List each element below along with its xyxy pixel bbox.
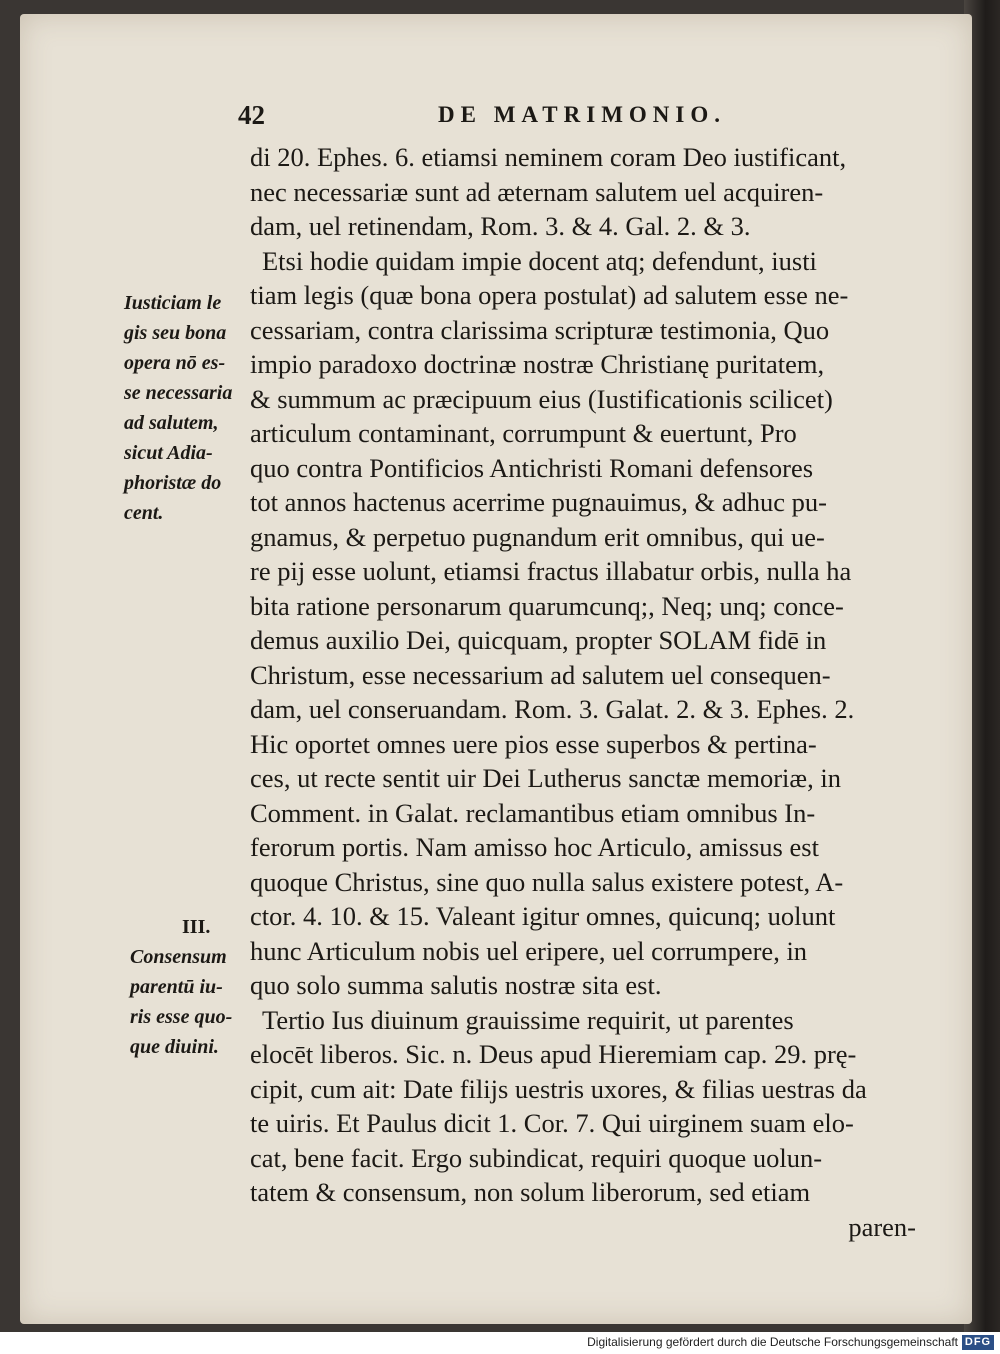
text-line: tatem & consensum, non solum liberorum, sed etiam [250, 1177, 811, 1207]
text-line: cessariam, contra clarissima scripturæ testimonia, Quo [250, 314, 830, 345]
text-line: articulum contaminant, corrumpunt & euertunt, Pro [250, 418, 797, 448]
text-line: nec necessariæ sunt ad æternam salutem uel acquiren- [250, 176, 824, 207]
text-line: impio paradoxo doctrinæ nostræ Christianę puritatem, [250, 349, 825, 379]
text-line: Hic oportet omnes uere pios esse superbos & pertina- [250, 728, 817, 759]
marginal-line: opera nō es- [124, 352, 226, 374]
running-title: DE MATRIMONIO. [438, 102, 727, 127]
text-line: ces, ut recte sentit uir Dei Lutherus sanctæ memoriæ, in [250, 763, 841, 793]
text-line: elocēt liberos. Sic. n. Deus apud Hieremiam cap. 29. prę- [250, 1039, 857, 1069]
text-line: quo solo summa salutis nostræ sita est. [250, 970, 662, 1000]
marginal-line: phoristæ do [124, 472, 222, 494]
marginal-line: ris esse quo- [130, 1006, 233, 1028]
running-head [238, 100, 938, 136]
text-line: te uiris. Et Paulus dicit 1. Cor. 7. Qui uirginem suam elo- [250, 1108, 854, 1138]
marginal-line: que diuini. [130, 1036, 219, 1058]
digitization-credit: Digitalisierung gefördert durch die Deutsche Forschungsgemeinschaft [587, 1335, 958, 1349]
page-number: 42 [238, 100, 265, 130]
text-line: re pij esse uolunt, etiamsi fractus illabatur orbis, nulla ha [250, 556, 852, 586]
marginal-line: Iusticiam le [124, 292, 222, 314]
text-line: dam, uel conseruandam. Rom. 3. Galat. 2. & 3. Ephes. 2. [250, 694, 855, 724]
marginal-note-justification [124, 288, 232, 528]
text-line: Tertio Ius diuinum grauissime requirit, ut parentes [262, 1004, 794, 1035]
text-line: tiam legis (quæ bona opera postulat) ad salutem esse ne- [250, 280, 849, 310]
text-line: cipit, cum ait: Date filijs uestris uxores, & filias uestras da [250, 1073, 867, 1104]
text-line: ferorum portis. Nam amisso hoc Articulo, amissus est [250, 832, 819, 862]
marginal-line: gis seu bona [124, 322, 227, 344]
text-line: Etsi hodie quidam impie docent atq; defendunt, iusti [262, 245, 817, 276]
text-line: quo contra Pontificios Antichristi Romani defensores [250, 452, 814, 483]
footer-bar [0, 1332, 1000, 1354]
dfg-logo: DFG [962, 1335, 994, 1350]
text-line: demus auxilio Dei, quicquam, propter SOLAM fidē in [250, 625, 827, 655]
text-line: bita ratione personarum quarumcunq;, Neq; unq; conce- [250, 590, 844, 621]
text-line: gnamus, & perpetuo pugnandum erit omnibus, qui ue- [250, 521, 825, 552]
text-line: tot annos hactenus acerrime pugnauimus, & adhuc pu- [250, 487, 827, 517]
text-line: quoque Christus, sine quo nulla salus existere potest, A- [250, 866, 844, 897]
marginal-note-consent [130, 912, 232, 1062]
text-line: cat, bene facit. Ergo subindicat, requiri quoque uolun- [250, 1142, 823, 1173]
marginal-line: sicut Adia- [124, 442, 213, 464]
marginal-line: cent. [124, 502, 164, 524]
catchword: paren- [848, 1211, 916, 1242]
text-line: hunc Articulum nobis uel eripere, uel corrumpere, in [250, 935, 808, 966]
marginal-line: ad salutem, [124, 412, 219, 434]
body-text [250, 140, 930, 1244]
text-line: di 20. Ephes. 6. etiamsi neminem coram Deo iustificant, [250, 142, 847, 172]
marginal-line: parentū iu- [130, 976, 223, 998]
marginal-line: se necessaria [124, 382, 233, 404]
text-line: dam, uel retinendam, Rom. 3. & 4. Gal. 2. & 3. [250, 211, 751, 241]
text-line: Comment. in Galat. reclamantibus etiam omnibus In- [250, 797, 816, 828]
text-line: Christum, esse necessarium ad salutem uel consequen- [250, 659, 831, 690]
marginal-line: Consensum [130, 946, 227, 968]
text-line: & summum ac præcipuum eius (Iustificationis scilicet) [250, 383, 833, 414]
text-line: ctor. 4. 10. & 15. Valeant igitur omnes, quicunq; uolunt [250, 901, 836, 931]
marginal-numeral: III. [182, 916, 211, 938]
